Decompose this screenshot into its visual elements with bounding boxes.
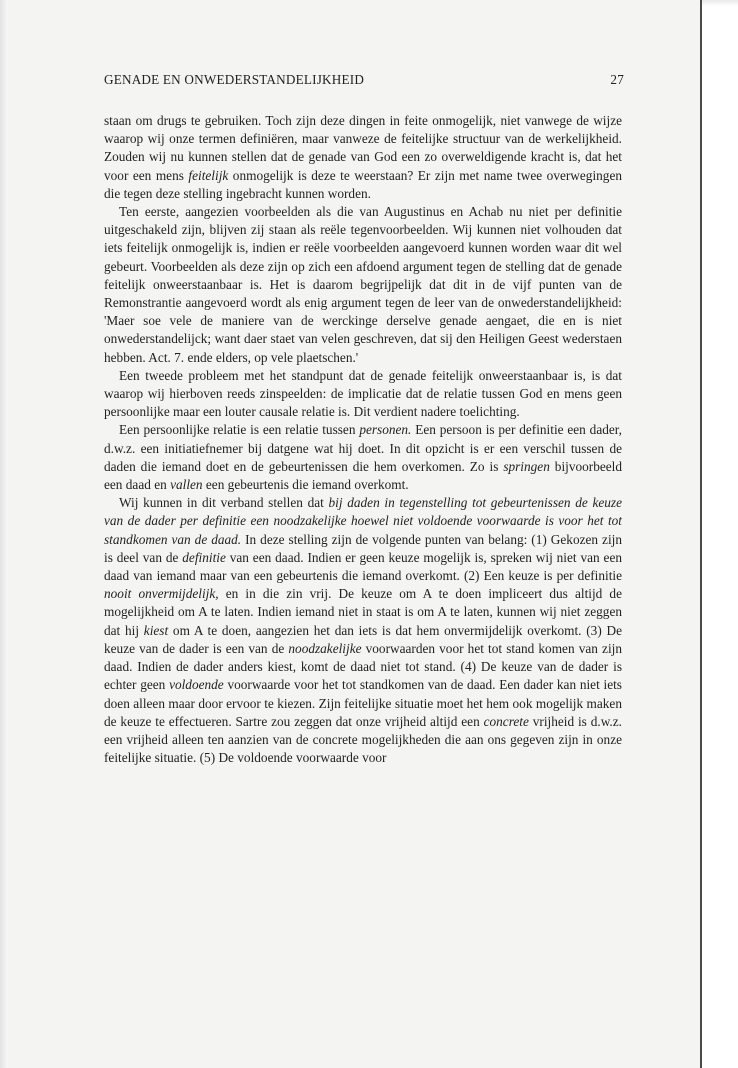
paragraph-3: Een tweede probleem met het standpunt dat de genade feitelijk onweerstaanbaar is, is dat waarop wij hierboven reeds zinspeelden: de implicatie dat de relatie tussen God en mens geen persoonlijke maar een louter causale relatie is. Dit verdient nadere toelichting. <box>104 367 622 420</box>
text-run: van een daad. Indien er geen keuze mogelijk is, spreken wij niet van een daad van iemand maar van een gebeurtenis die iemand overkomt. (2) Een keuze is per definitie <box>104 549 623 584</box>
text-run: Een persoon is per definitie een dader, d.w.z. een initiatiefnemer bij datgene wat hij doet. In dit opzicht is er een verschil tussen de daden die iemand doet en de gebeurtenissen die hem overkomen. Zo is <box>104 422 622 474</box>
paragraph-2: Ten eerste, aangezien voorbeelden als die van Augustinus en Achab nu niet per definitie uitgeschakeld zijn, blijven zij staan als reële tegenvoorbeelden. Wij kunnen niet volhouden dat iets feitelijk onmogelijk is, indien er reële voorbeelden aangevoerd kunnen worden waar dit wel gebeurt. Voorbeelden als deze zijn op zich een afdoend argument tegen de stelling dat de genade feitelijk onweerstaanbaar is. Het is daarom begrijpelijk dat dit in de vijf punten van de Remonstrantie aangevoerd wordt als enig argument tegen de leer van de onwederstandelijkheid: 'Maer soe vele de maniere van de werckinge derselve genade aengaet, die en is niet onwederstandelijck; want daer staet van velen geschreven, dat sij den Heiligen Geest wederstaen hebben. Act. 7. ende elders, op vele plaetschen.' <box>104 204 622 365</box>
emphasis: nooit onvermijdelijk, <box>104 586 219 602</box>
text-run: voorwaarden voor het tot stand komen van zijn daad. Indien de dader anders kiest, komt de daad niet tot stand. (4) De keuze van de dader is echter geen <box>104 640 622 693</box>
text-run: staan om drugs te gebruiken. Toch zijn deze dingen in feite onmogelijk, niet vanwege de wijze waarop wij onze termen definiëren, maar vanweze de feitelijke structuur van de werkelijkheid. Zouden wij nu kunnen stellen dat de genade van God een zo overweldigende kracht is, dat het voor een mens <box>104 113 622 183</box>
emphasis: kiest <box>143 622 169 638</box>
text-run: Wij kunnen in dit verband stellen dat <box>119 495 329 511</box>
emphasis: springen <box>503 458 550 474</box>
body-text <box>104 112 622 767</box>
text-run: vrijheid is d.w.z. een vrijheid alleen ten aanzien van de concrete mogelijkheden die aan ons gegeven zijn in onze feitelijke situatie. (5) De voldoende voorwaarde voor <box>104 713 622 766</box>
text-run: voorwaarde voor het tot standkomen van de daad. Een dader kan niet iets doen alleen maar door ervoor te kiezen. Zijn feitelijke situatie moet het hem ook mogelijk maken de keuze te effectueren. Sartre zou zeggen dat onze vrijheid altijd een <box>104 677 622 729</box>
page-number: 27 <box>610 72 624 87</box>
text-run: en in die zin vrij. De keuze om A te doen impliceert dus altijd de mogelijkheid om A te laten. Indien iemand niet in staat is om A te laten, kunnen wij niet zeggen dat hij <box>104 586 622 638</box>
text-run: onmogelijk is deze te weerstaan? Er zijn met name twee overwegingen die tegen deze stelling ingebracht kunnen worden. <box>104 167 622 201</box>
emphasis: feitelijk <box>188 167 229 183</box>
page-header <box>104 72 624 92</box>
scan-edge-left <box>0 0 8 1068</box>
paragraph-1 <box>104 112 622 203</box>
emphasis: vallen <box>170 477 203 493</box>
emphasis: definitie <box>182 549 226 565</box>
emphasis: voldoende <box>169 677 224 693</box>
paragraph-4 <box>104 421 622 494</box>
text-run: In deze stelling zijn de volgende punten van belang: (1) Gekozen zijn is deel van de <box>104 531 622 565</box>
text-run: bijvoorbeeld een daad en <box>104 458 623 493</box>
emphasis: concrete <box>483 713 529 729</box>
emphasis: noodzakelijke <box>288 640 362 656</box>
text-run: Een persoonlijke relatie is een relatie tussen <box>119 422 360 438</box>
emphasis: bij daden in tegenstelling tot gebeurtenissen de keuze van de dader per definitie een noodzakelijke hoewel niet voldoende voorwaarde is voor het tot standkomen van de daad. <box>104 495 623 547</box>
emphasis: personen. <box>359 422 412 438</box>
text-run: om A te doen, aangezien het dan iets is dat hem onvermijdelijk overkomt. (3) De keuze van de dader is een van de <box>104 622 622 656</box>
text-run: een gebeurtenis die iemand overkomt. <box>202 477 409 493</box>
running-head: GENADE EN ONWEDERSTANDELIJKHEID <box>104 72 365 87</box>
paragraph-5 <box>104 494 622 767</box>
